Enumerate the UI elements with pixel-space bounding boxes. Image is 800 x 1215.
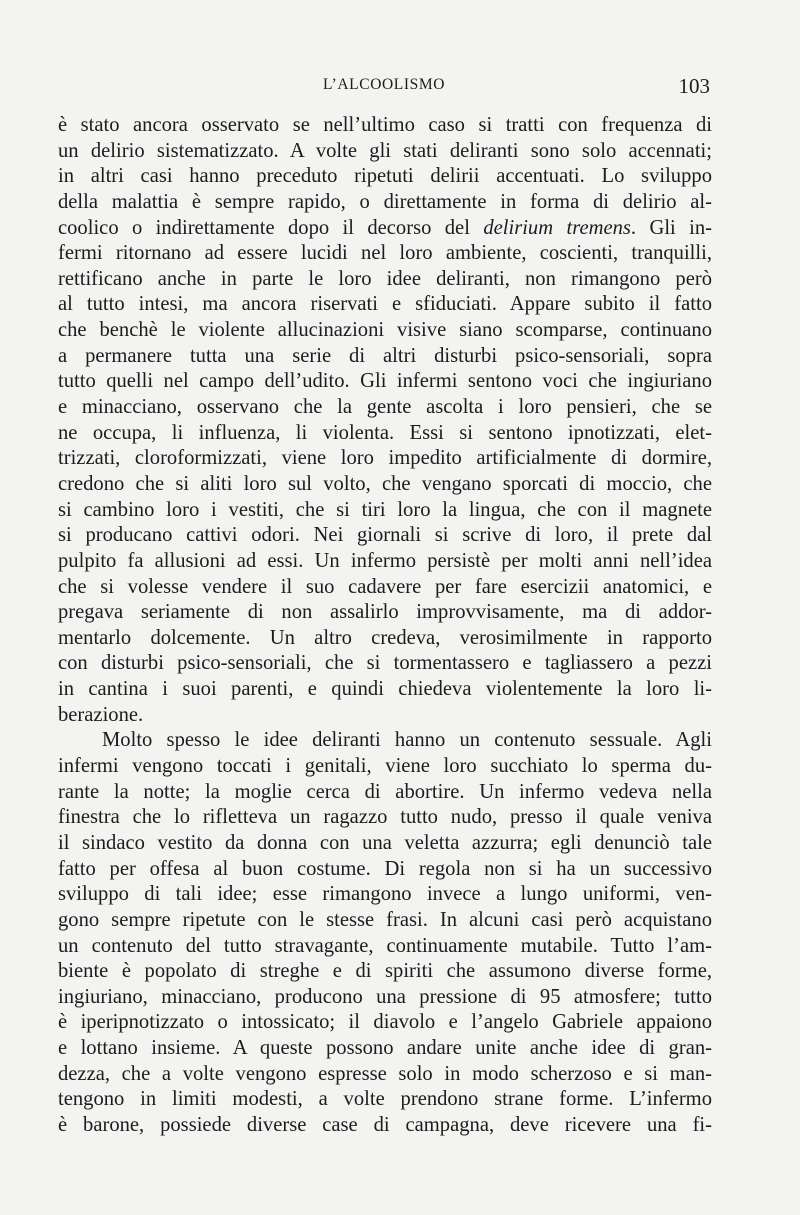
text-line: è barone, possiede diverse case di campagna, deve ricevere una fi- — [58, 1113, 712, 1136]
page-number: 103 — [678, 74, 710, 98]
text-line: fatto per offesa al buon costume. Di regola non si ha un successivo — [58, 857, 712, 880]
text-line: un delirio sistematizzato. A volte gli stati deliranti sono solo accennati; — [58, 139, 712, 162]
text-line: ne occupa, li influenza, li violenta. Essi si sentono ipnotizzati, elet- — [58, 421, 712, 444]
text-line: a permanere tutta una serie di altri disturbi psico-sensoriali, sopra — [58, 344, 712, 367]
text-segment: . Gli in- — [630, 216, 712, 239]
text-line: biente è popolato di streghe e di spiriti che assumono diverse forme, — [58, 960, 712, 983]
text-line: dezza, che a volte vengono espresse solo in modo scherzoso e si man- — [58, 1062, 712, 1085]
text-line: si cambino loro i vestiti, che si tiri loro la lingua, che con il magnete — [58, 498, 712, 521]
text-segment: coolico o indirettamente dopo il decorso del — [58, 216, 470, 239]
text-line: in cantina i suoi parenti, e quindi chiedeva violentemente la loro li- — [58, 678, 712, 701]
text-line: pregava seriamente di non assalirlo improvvisamente, ma di addor- — [58, 601, 712, 624]
text-line: pulpito fa allusioni ad essi. Un infermo persistè per molti anni nell’idea — [58, 549, 712, 572]
text-line: gono sempre ripetute con le stesse frasi. In alcuni casi però acquistano — [58, 908, 712, 931]
text-line: rettificano anche in parte le loro idee deliranti, non rimangono però — [58, 267, 712, 290]
text-line: un contenuto del tutto stravagante, continuamente mutabile. Tutto l’am- — [58, 934, 712, 957]
text-line: è iperipnotizzato o intossicato; il diavolo e l’angelo Gabriele appaiono — [58, 1011, 712, 1034]
text-line: il sindaco vestito da donna con una veletta azzurra; egli denunciò tale — [58, 831, 712, 854]
text-line: rante la notte; la moglie cerca di abortire. Un infermo vedeva nella — [58, 780, 712, 803]
text-line: che si volesse vendere il suo cadavere per fare esercizii anatomici, e — [58, 575, 712, 598]
running-title: L’ALCOOLISMO — [322, 76, 446, 93]
text-line-mixed — [58, 216, 712, 242]
text-line: in altri casi hanno preceduto ripetuti delirii accentuati. Lo sviluppo — [58, 165, 712, 188]
text-line: che benchè le violente allucinazioni visive siano scomparse, continuano — [58, 319, 712, 342]
text-line: tutto quelli nel campo dell’udito. Gli infermi sentono voci che ingiuriano — [58, 370, 712, 393]
italic-term: delirium tremens — [483, 216, 631, 239]
text-line: trizzati, cloroformizzati, viene loro impedito artificialmente di dormire, — [58, 447, 712, 470]
text-line: si producano cattivi odori. Nei giornali si scrive di loro, il prete dal — [58, 524, 712, 547]
paragraph-2 — [58, 728, 712, 1138]
text-line: credono che si aliti loro sul volto, che vengano sporcati di moccio, che — [58, 472, 712, 495]
running-head — [58, 76, 710, 102]
text-line: berazione. — [58, 703, 144, 726]
body-text — [58, 113, 712, 1139]
text-line: ingiuriano, minacciano, producono una pressione di 95 atmosfere; tutto — [58, 985, 712, 1008]
text-line: fermi ritornano ad essere lucidi nel loro ambiente, coscienti, tranquilli, — [58, 242, 712, 265]
text-line: con disturbi psico-sensoriali, che si tormentassero e tagliassero a pezzi — [58, 652, 712, 675]
text-line: finestra che lo rifletteva un ragazzo tutto nudo, presso il quale veniva — [58, 806, 712, 829]
text-line: sviluppo di tali idee; esse rimangono invece a lungo uniformi, ven- — [58, 883, 712, 906]
text-line: è stato ancora osservato se nell’ultimo caso si tratti con frequenza di — [58, 114, 712, 136]
text-line: tengono in limiti modesti, a volte prendono strane forme. L’infermo — [58, 1088, 712, 1111]
text-line: Molto spesso le idee deliranti hanno un contenuto sessuale. Agli — [102, 729, 712, 752]
text-line: della malattia è sempre rapido, o direttamente in forma di delirio al- — [58, 190, 712, 213]
text-line: mentarlo dolcemente. Un altro credeva, verosimilmente in rapporto — [58, 626, 712, 649]
text-line: e lottano insieme. A queste possono andare unite anche idee di gran- — [58, 1037, 712, 1060]
paragraph-1 — [58, 113, 712, 728]
text-line: infermi vengono toccati i genitali, viene loro succhiato lo sperma du- — [58, 755, 712, 778]
text-line: e minacciano, osservano che la gente ascolta i loro pensieri, che se — [58, 396, 712, 419]
text-line: al tutto intesi, ma ancora riservati e sfiduciati. Appare subito il fatto — [58, 293, 712, 316]
